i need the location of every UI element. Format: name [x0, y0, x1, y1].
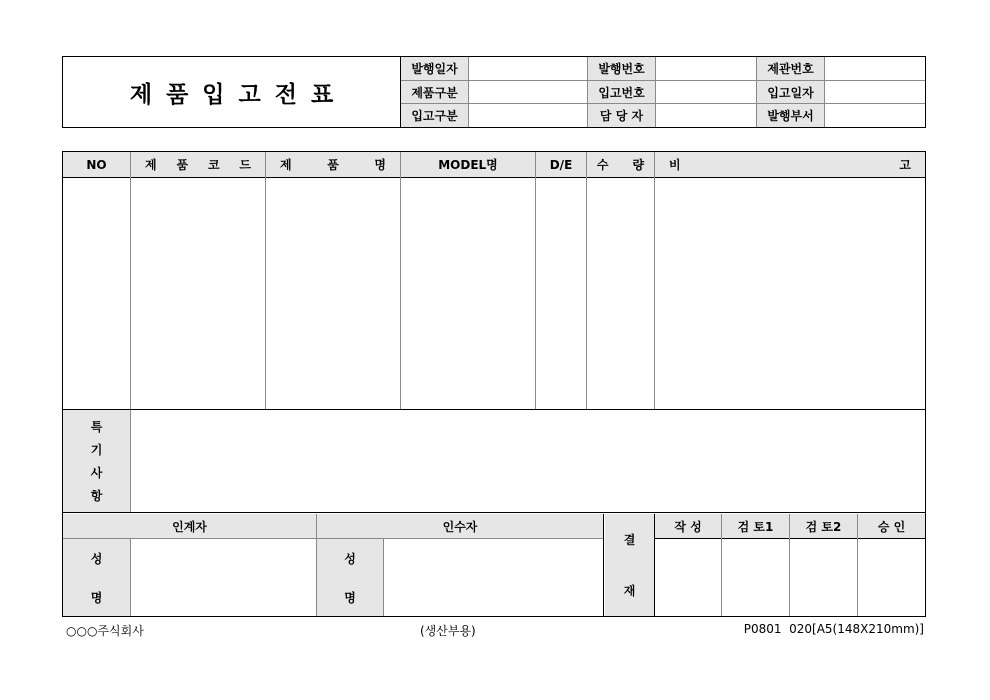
receipt-date-label: 입고일자	[757, 81, 824, 103]
col-header-product-code: 제 품 코 드	[145, 158, 251, 172]
form-title-char: 전	[274, 81, 297, 108]
col-header-product-name: 제 품 명	[280, 158, 386, 172]
form-title-char: 입	[202, 81, 225, 108]
footer-usage: (생산부용)	[420, 624, 476, 638]
management-number-label: 제관번호	[757, 57, 824, 80]
approval-label: 결 재	[605, 514, 654, 616]
approval-step-approve: 승 인	[858, 514, 925, 538]
col-header-model: MODEL명	[438, 158, 498, 172]
receiver-header: 인수자	[317, 514, 603, 538]
footer-form-code: P0801 020[A5(148X210mm)]	[743, 622, 924, 636]
approval-sign-draft[interactable]	[655, 539, 721, 616]
col-header-remarks: 비 고	[669, 158, 911, 172]
issue-number-field[interactable]	[656, 57, 756, 80]
person-in-charge-field[interactable]	[656, 104, 756, 127]
col-header-no: NO	[86, 157, 107, 172]
receipt-number-label: 입고번호	[588, 81, 655, 103]
form-title-char: 제	[129, 81, 153, 108]
approval-sign-approve[interactable]	[858, 539, 925, 616]
giver-name-field[interactable]	[131, 539, 316, 616]
table-body[interactable]	[63, 178, 925, 409]
giver-name-label: 성 명	[63, 539, 130, 616]
form-title	[63, 57, 400, 127]
giver-header: 인계자	[63, 514, 316, 538]
col-header-de: D/E	[549, 157, 573, 172]
approval-step-review1: 검 토1	[722, 514, 789, 538]
issue-number-label: 발행번호	[588, 57, 655, 80]
issue-date-label: 발행일자	[401, 57, 468, 80]
receipt-number-field[interactable]	[656, 81, 756, 103]
notes-field[interactable]	[131, 410, 925, 512]
issuing-department-field[interactable]	[825, 104, 925, 127]
notes-label: 특 기 사 항	[63, 410, 130, 512]
issuing-department-label: 발행부서	[757, 104, 824, 127]
issue-date-field[interactable]	[469, 57, 587, 80]
form-title-char: 표	[310, 81, 334, 108]
approval-sign-review1[interactable]	[722, 539, 789, 616]
form-title-char: 품	[166, 81, 189, 108]
receiver-name-label: 성 명	[317, 539, 383, 616]
footer-company: ○○○주식회사	[66, 624, 144, 638]
person-in-charge-label: 담 당 자	[588, 104, 655, 127]
receipt-date-field[interactable]	[825, 81, 925, 103]
approval-step-draft: 작 성	[655, 514, 721, 538]
product-category-label: 제품구분	[401, 81, 468, 103]
approval-sign-review2[interactable]	[790, 539, 857, 616]
col-header-quantity: 수 량	[596, 158, 645, 172]
approval-step-review2: 검 토2	[790, 514, 857, 538]
receiver-name-field[interactable]	[384, 539, 603, 616]
receipt-type-field[interactable]	[469, 104, 587, 127]
receipt-type-label: 입고구분	[401, 104, 468, 127]
form-title-char: 고	[238, 81, 261, 108]
management-number-field[interactable]	[825, 57, 925, 80]
product-category-field[interactable]	[469, 81, 587, 103]
